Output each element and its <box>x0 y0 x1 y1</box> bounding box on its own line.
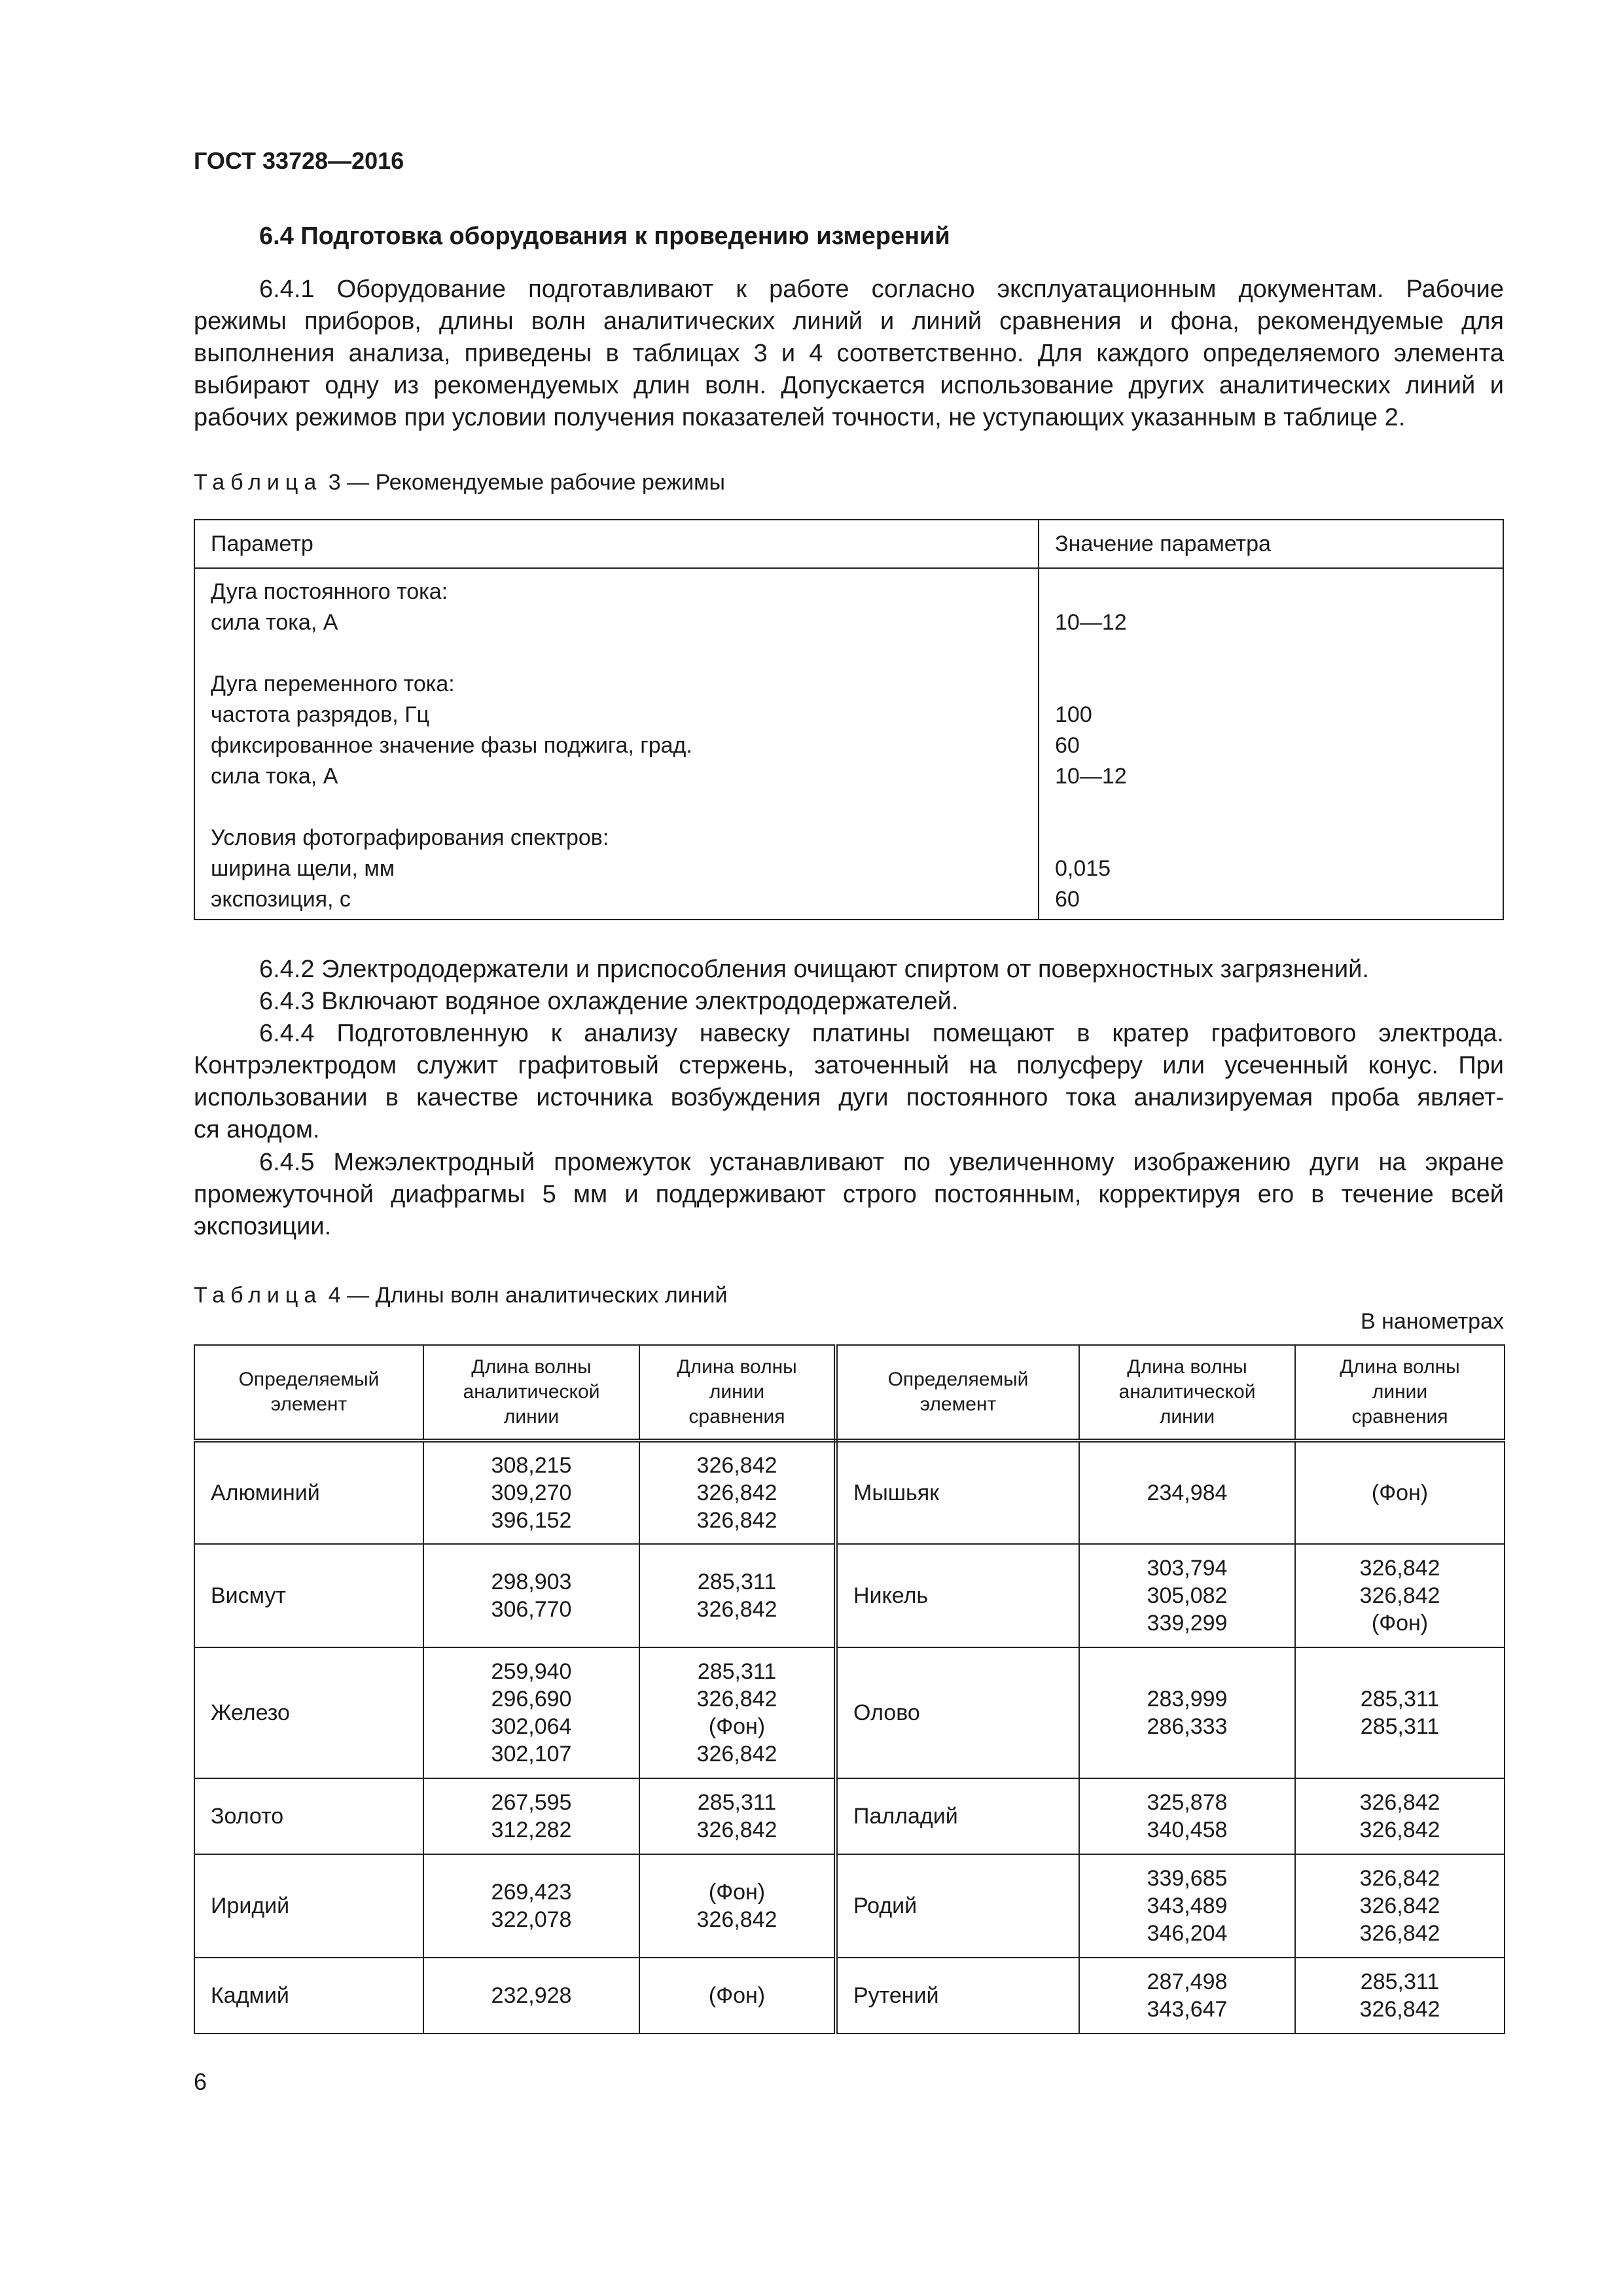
table-row <box>194 1854 1505 1958</box>
element-cell: Висмут <box>194 1544 423 1647</box>
table3-caption-text: 3 — Рекомендуемые рабочие режимы <box>328 470 725 495</box>
table3-params: Дуга постоянного тока: сила тока, А Дуга переменного тока: частота разрядов, Гц фиксированное значение фазы поджига, град. сила тока, А Условия фотографирования спектров: ширина щели, мм экспозиция, с <box>194 568 1039 920</box>
table-row <box>194 1544 1505 1647</box>
comparison-cell: (Фон) <box>639 1958 836 2034</box>
element-cell: Золото <box>194 1778 423 1854</box>
element-cell: Кадмий <box>194 1958 423 2034</box>
element-cell: Рутений <box>836 1958 1079 2034</box>
paragraph-line: использовании в качестве источника возбуждения дуги постоянного тока анализируемая проба являет- <box>194 1084 1504 1111</box>
table4-header-element: Определяемый элемент <box>194 1345 423 1441</box>
analytical-cell: 234,984 <box>1079 1441 1295 1544</box>
table4-header-comparison: Длина волны линии сравнения <box>1295 1345 1505 1441</box>
paragraph-line: 6.4.4 Подготовленную к анализу навеску платины помещают в кратер графитового электрода. <box>259 1020 1504 1047</box>
comparison-cell: (Фон) <box>1295 1441 1505 1544</box>
element-cell: Никель <box>836 1544 1079 1647</box>
paragraph-line: промежуточной диафрагмы 5 мм и поддерживают строго постоянным, корректируя его в течение всей <box>194 1181 1504 1208</box>
table-4 <box>194 1344 1505 2034</box>
paragraph-line: 6.4.3 Включают водяное охлаждение электрододержателей. <box>259 988 959 1015</box>
comparison-cell: 326,842 326,842 <box>1295 1778 1505 1854</box>
page-number: 6 <box>194 2068 207 2095</box>
element-cell: Алюминий <box>194 1441 423 1544</box>
table-row <box>194 1647 1505 1778</box>
table4-units: В нанометрах <box>1360 1309 1504 1334</box>
paragraph-line: рабочих режимов при условии получения показателей точности, не уступающих указанным в таблице 2. <box>194 404 1406 431</box>
analytical-cell: 267,595 312,282 <box>423 1778 639 1854</box>
comparison-cell: 285,311 326,842 <box>639 1778 836 1854</box>
element-cell: Иридий <box>194 1854 423 1958</box>
paragraph-6-4-2 <box>194 954 1504 986</box>
analytical-cell: 339,685 343,489 346,204 <box>1079 1854 1295 1958</box>
comparison-cell: 326,842 326,842 326,842 <box>639 1441 836 1544</box>
element-cell: Палладий <box>836 1778 1079 1854</box>
paragraph-line: Контрэлектродом служит графитовый стержень, заточенный на полусферу или усеченный конус. При <box>194 1052 1504 1079</box>
table4-header-element: Определяемый элемент <box>836 1345 1079 1441</box>
paragraph-line: 6.4.1 Оборудование подготавливают к работе согласно эксплуатационным документам. Рабочие <box>259 276 1504 303</box>
analytical-cell: 287,498 343,647 <box>1079 1958 1295 2034</box>
comparison-cell: 285,311 285,311 <box>1295 1647 1505 1778</box>
table4-caption-word: Таблица <box>194 1283 323 1308</box>
comparison-cell: 326,842 326,842 326,842 <box>1295 1854 1505 1958</box>
comparison-cell: 285,311 326,842 <box>1295 1958 1505 2034</box>
table3-header-param: Параметр <box>194 520 1039 568</box>
analytical-cell: 232,928 <box>423 1958 639 2034</box>
table4-header-analytical: Длина волны аналитической линии <box>1079 1345 1295 1441</box>
table3-values: 10—12 100 60 10—12 0,015 60 <box>1039 568 1503 920</box>
element-cell: Олово <box>836 1647 1079 1778</box>
table-row <box>194 1778 1505 1854</box>
paragraph-line: экспозиции. <box>194 1213 332 1240</box>
analytical-cell: 283,999 286,333 <box>1079 1647 1295 1778</box>
analytical-cell: 259,940 296,690 302,064 302,107 <box>423 1647 639 1778</box>
analytical-cell: 298,903 306,770 <box>423 1544 639 1647</box>
table-row <box>194 1441 1505 1544</box>
analytical-cell: 308,215 309,270 396,152 <box>423 1441 639 1544</box>
paragraph-line: 6.4.5 Межэлектродный промежуток устанавливают по увеличенному изображению дуги на экране <box>259 1149 1504 1176</box>
analytical-cell: 269,423 322,078 <box>423 1854 639 1958</box>
table-3 <box>194 519 1504 920</box>
element-cell: Родий <box>836 1854 1079 1958</box>
table3-header-value: Значение параметра <box>1039 520 1503 568</box>
table4-caption-text: 4 — Длины волн аналитических линий <box>328 1283 728 1308</box>
paragraph-line: выполнения анализа, приведены в таблицах 3 и 4 соответственно. Для каждого определяемого элемента <box>194 340 1504 367</box>
table4-caption <box>194 1283 728 1308</box>
comparison-cell: 285,311 326,842 <box>639 1544 836 1647</box>
paragraph-6-4-5 <box>194 1147 1504 1243</box>
analytical-cell: 325,878 340,458 <box>1079 1778 1295 1854</box>
element-cell: Мышьяк <box>836 1441 1079 1544</box>
paragraph-line: выбирают одну из рекомендуемых длин волн. Допускается использование других аналитических линий и <box>194 372 1504 399</box>
table3-caption <box>194 470 725 495</box>
comparison-cell: 285,311 326,842 (Фон) 326,842 <box>639 1647 836 1778</box>
comparison-cell: (Фон) 326,842 <box>639 1854 836 1958</box>
document-header: ГОСТ 33728—2016 <box>194 147 404 174</box>
paragraph-line: ся анодом. <box>194 1116 320 1143</box>
paragraph-6-4-4 <box>194 1018 1504 1146</box>
comparison-cell: 326,842 326,842 (Фон) <box>1295 1544 1505 1647</box>
paragraph-line: режимы приборов, длины волн аналитических линий и линий сравнения и фона, рекомендуемые для <box>194 308 1504 335</box>
paragraph-6-4-3 <box>194 986 1504 1018</box>
paragraph-6-4-1 <box>194 274 1504 434</box>
section-title: 6.4 Подготовка оборудования к проведению измерений <box>259 223 950 250</box>
table-row <box>194 1958 1505 2034</box>
element-cell: Железо <box>194 1647 423 1778</box>
table4-header-comparison: Длина волны линии сравнения <box>639 1345 836 1441</box>
table3-caption-word: Таблица <box>194 470 323 495</box>
analytical-cell: 303,794 305,082 339,299 <box>1079 1544 1295 1647</box>
paragraph-line: 6.4.2 Электрододержатели и приспособления очищают спиртом от поверхностных загрязнений. <box>259 956 1369 983</box>
table4-header-analytical: Длина волны аналитической линии <box>423 1345 639 1441</box>
